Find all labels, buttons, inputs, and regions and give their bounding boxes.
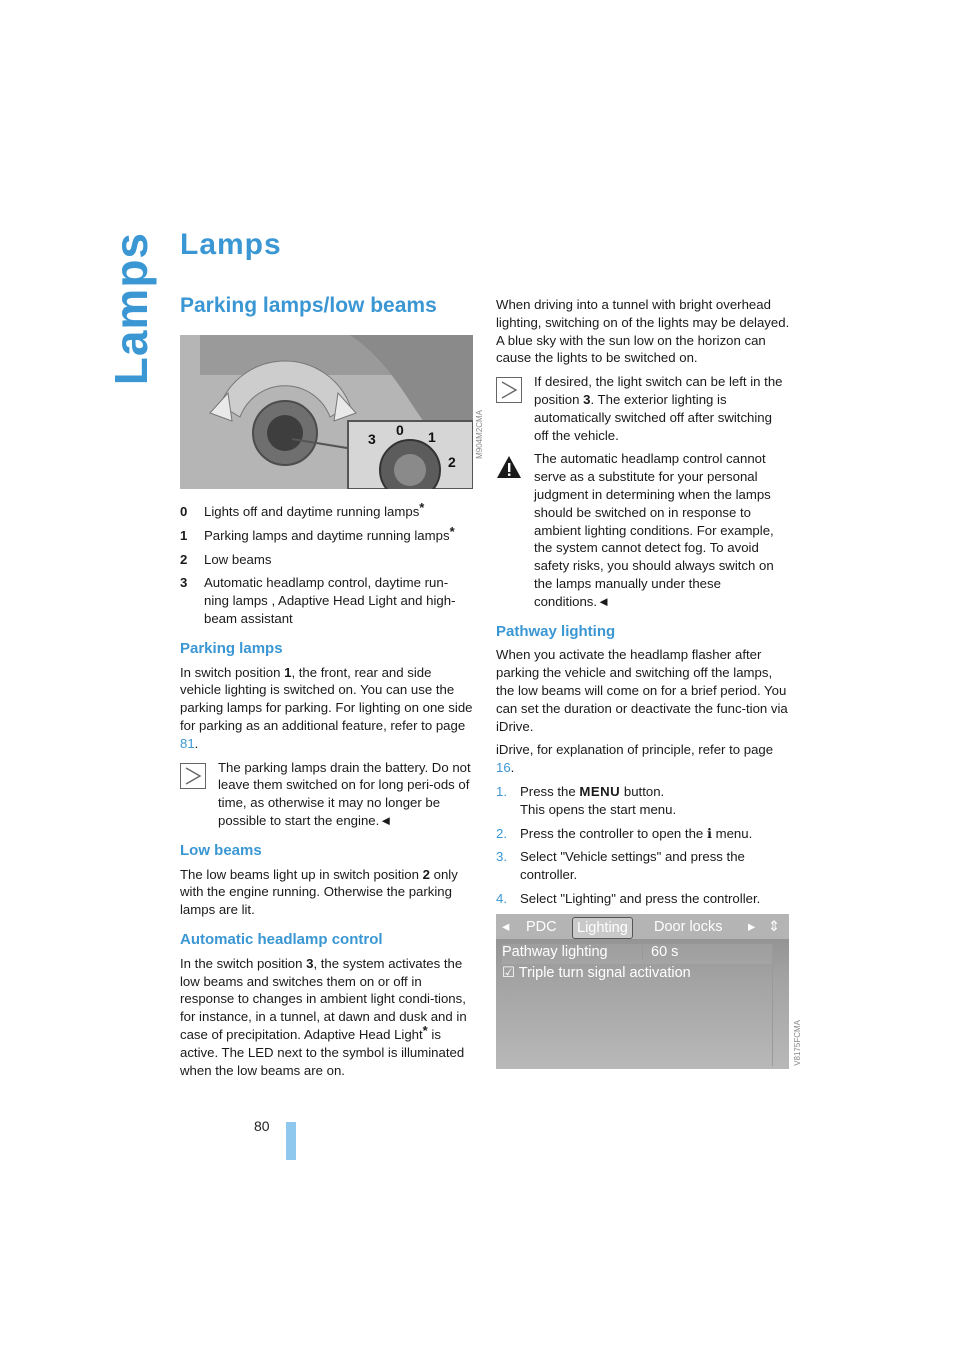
note-arrow-icon: [180, 763, 206, 789]
page-number: 80: [254, 1118, 270, 1134]
switch-position-0: 0 Lights off and daytime running lamps*: [180, 500, 425, 519]
sky-paragraph: A blue sky with the sun low on the horizon can cause the lights to be switched on.: [496, 332, 766, 366]
low-beams-heading: Low beams: [180, 841, 262, 859]
photo-code: M904M2CMA: [475, 410, 484, 459]
checkbox-icon: ☑: [502, 965, 515, 981]
idrive-reference: iDrive, for explanation of principle, refer to page 16.: [496, 742, 774, 776]
steps-list: [496, 783, 790, 908]
info-icon: ℹ: [706, 825, 712, 841]
step-4: 4. Select "Lighting" and press the controller.: [496, 890, 761, 906]
step-2: 2. Press the controller to open the ℹ menu.: [496, 825, 753, 841]
triple-turn-signal-row[interactable]: ☑ Triple turn signal activation: [502, 965, 691, 981]
auto-headlamp-heading: Automatic headlamp control: [180, 930, 383, 948]
page-marker-bar: [286, 1122, 296, 1160]
switch-position-2: 2 Low beams: [180, 551, 272, 567]
parking-lamps-body: In switch position 1, the front, rear and side vehicle lighting is switched on. You can use the parking lamps for parking. For lighting on one side for parking as an additional feature, refer to page 81.: [180, 664, 473, 751]
right-column: [496, 296, 790, 914]
light-switch-photo: [180, 335, 473, 489]
tab-right-arrow-icon[interactable]: ▸: [748, 919, 756, 935]
parking-lamps-note: The parking lamps drain the battery. Do not leave them switched on for long peri-ods of time, as otherwise it may no longer be possible to start the engine.◄: [180, 759, 473, 830]
svg-text:1: 1: [428, 429, 436, 445]
screen-code: V8175FCMA: [793, 1020, 802, 1066]
tunnel-paragraph: When driving into a tunnel with bright overhead lighting, switching on of the lights may be delayed.: [496, 297, 790, 330]
pathway-body: When you activate the headlamp flasher after parking the vehicle and switching off the lamps, the low beams will come on for a brief period. You can set the duration or deactivate the func-tion via iDrive.: [496, 647, 788, 734]
tab-pdc[interactable]: PDC: [526, 919, 557, 935]
tab-lighting[interactable]: Lighting: [572, 917, 633, 939]
page-link-16[interactable]: 16: [496, 760, 511, 776]
menu-button-label: MENU: [579, 783, 621, 799]
screen-scrollbar[interactable]: [772, 942, 785, 1066]
note-arrow-icon: [496, 377, 522, 403]
sidebar-title: Lamps: [105, 232, 157, 386]
auto-headlamp-body: In the switch position 3, the system activates the low beams and switches them on or off in response to changes in ambient light condi-tions, for instance, in a tunnel, at dawn and dusk and in case of precipitation. Adaptive Head Light* is active. The LED next to the symbol is illuminated when the low beams are on.: [180, 955, 467, 1078]
pathway-lighting-row[interactable]: Pathway lighting 60 s: [502, 944, 772, 964]
pathway-heading: Pathway lighting: [496, 622, 616, 640]
scroll-updown-icon[interactable]: ⇕: [768, 919, 781, 935]
page-link-81[interactable]: 81: [180, 735, 195, 751]
tab-door-locks[interactable]: Door locks: [654, 919, 723, 935]
safety-warning: The automatic headlamp control cannot serve as a substitute for your personal judgment in determining when the lamps should be switched on in response to ambient lighting conditions. For example, the system cannot detect fog. To avoid safety risks, you should always switch on the lamps manually under these conditions.◄: [496, 450, 790, 610]
left-column: [180, 500, 473, 1085]
svg-text:0: 0: [396, 422, 404, 438]
light-switch-illustration: [180, 335, 473, 489]
idrive-tab-bar: [496, 914, 789, 939]
tab-left-arrow-icon[interactable]: ◂: [502, 919, 510, 935]
idrive-screen: [496, 914, 789, 1069]
switch-position-1: 1 Parking lamps and daytime running lamps*: [180, 523, 455, 543]
warning-triangle-icon: [496, 454, 522, 480]
step-3: 3. Select "Vehicle settings" and press the controller.: [496, 849, 745, 883]
svg-text:3: 3: [368, 431, 376, 447]
switch-position-3: 3 Automatic headlamp control, daytime run-ning lamps , Adaptive Head Light and high-beam assistant: [180, 575, 456, 626]
step-1: 1. Press the MENU button. This opens the start menu.: [496, 783, 677, 817]
section-title: Parking lamps/low beams: [180, 294, 437, 317]
low-beams-body: The low beams light up in switch position 2 only with the engine running. Otherwise the parking lamps are lit.: [180, 866, 458, 918]
switch-position-note: If desired, the light switch can be left in the position 3. The exterior lighting is automatically switched off after switching off the vehicle.: [496, 373, 790, 444]
parking-lamps-heading: Parking lamps: [180, 639, 283, 657]
svg-text:2: 2: [448, 454, 456, 470]
page-title: Lamps: [180, 228, 282, 261]
